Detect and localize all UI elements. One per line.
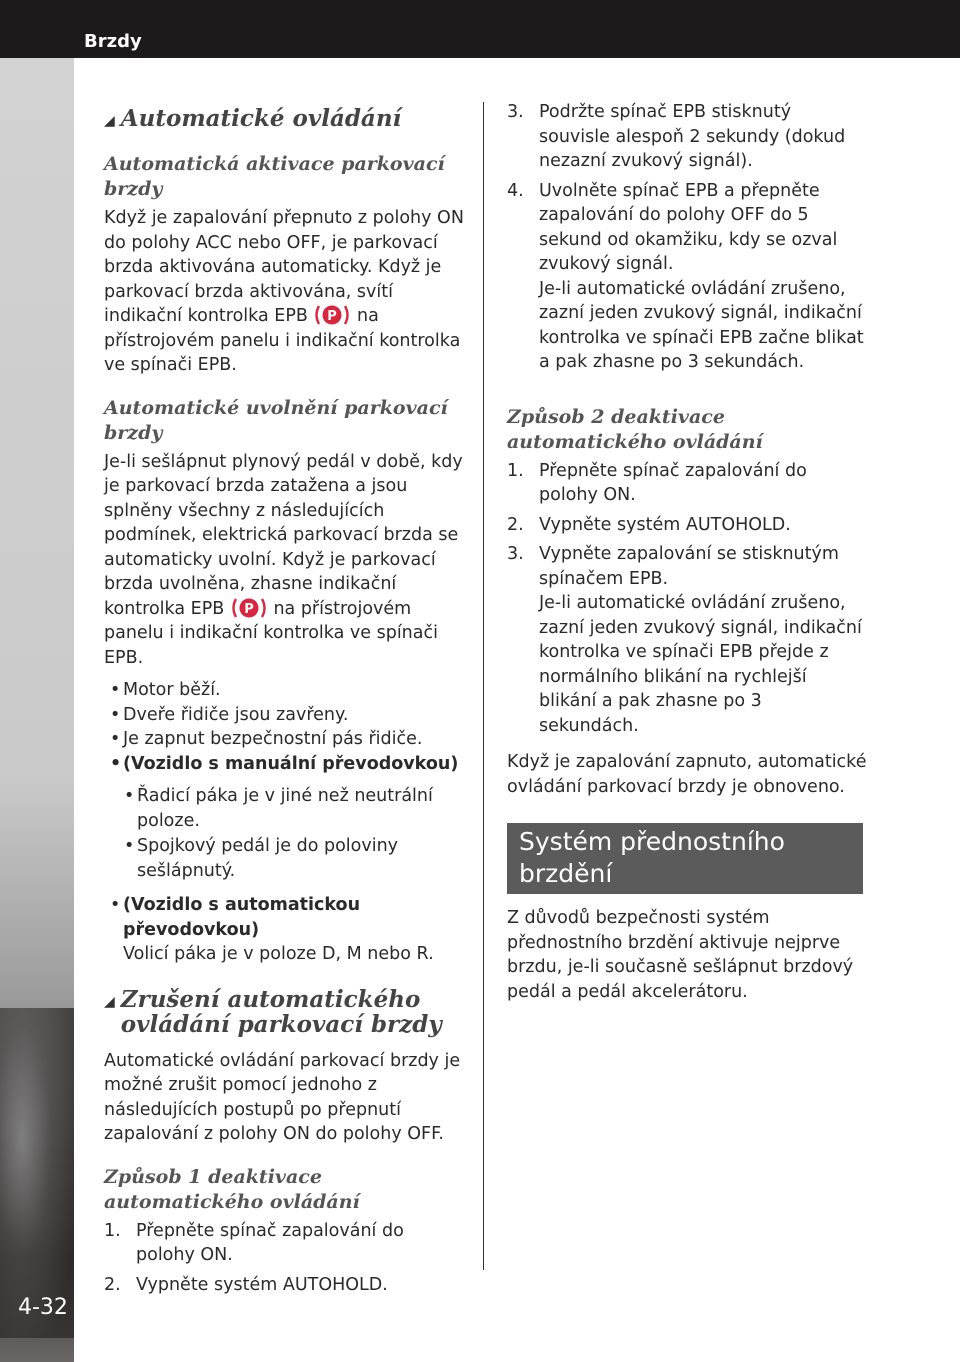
paragraph-auto-activation: Když je zapalování přepnuto z polohy ON do polohy ACC nebo OFF, je parkovací brzda aktivována automaticky. Když je parkovací brzda aktivována, svítí indikační kontrolka EPB P na přístrojovém panelu i indikační kontrolka ve spínači EPB. bbox=[104, 208, 464, 375]
section-title-brake-override: Systém přednostního brzdění bbox=[507, 823, 863, 894]
list-item: 1. Přepněte spínač zapalování do polohy ON. bbox=[104, 1220, 404, 1265]
epb-warning-icon bbox=[230, 597, 268, 619]
svg-text:P: P bbox=[244, 601, 254, 617]
sub-list-item: • Spojkový pedál je do poloviny sešlápnutý. bbox=[124, 836, 399, 881]
list-item: • Motor běží. bbox=[110, 680, 221, 700]
paragraph-auto-release: Je-li sešlápnut plynový pedál v době, kdy je parkovací brzda zatažena a jsou splněny všechny z následujících podmínek, elektrická parkovací brzda se automaticky uvolní. Když je parkovací brzda uvolněna, zhasne indikační kontrolka EPB P na přístrojovém panelu i indikační kontrolka ve spínači EPB. bbox=[104, 451, 463, 668]
heading-automatic-control: ◢ Automatické ovládání bbox=[104, 105, 402, 132]
page-number: 4-32 bbox=[18, 1295, 68, 1320]
method-1-steps bbox=[104, 1219, 466, 1298]
list-item: • Je zapnut bezpečnostní pás řidiče. bbox=[110, 729, 423, 749]
heading-auto-release: Automatické uvolnění parkovací brzdy bbox=[104, 396, 448, 444]
list-item: 2. Vypněte systém AUTOHOLD. bbox=[104, 1274, 388, 1295]
car-interior-image bbox=[0, 1008, 74, 1338]
side-strip bbox=[0, 58, 74, 1362]
list-item: 4. Uvolněte spínač EPB a přepněte zapalování do polohy OFF do 5 sekund od okamžiku, kdy se ozval zvukový signál. Je-li automatické ovládání zrušeno, zazní jeden zvukový signál, indikační kontrolka ve spínači EPB začne blikat a pak zhasne po 3 sekundách. bbox=[507, 180, 864, 372]
list-item: • Dveře řidiče jsou zavřeny. bbox=[110, 704, 349, 725]
method-2-steps bbox=[507, 459, 867, 739]
list-item: 1. Přepněte spínač zapalování do polohy ON. bbox=[507, 460, 807, 505]
heading-auto-activation: Automatická aktivace parkovací brzdy bbox=[104, 153, 445, 200]
sub-list-item: • Řadicí páka je v jiné než neutrální poloze. bbox=[124, 786, 433, 831]
list-item: 3. Vypněte zapalování se stisknutým spínačem EPB. Je-li automatické ovládání zrušeno, zazní jeden zvukový signál, indikační kontrolka ve spínači EPB přejde z normálního blikání na rychlejší blikání a pak zhasne po 3 sekundách. bbox=[507, 544, 862, 736]
paragraph-restored: Když je zapalování zapnuto, automatické ovládání parkovací brzdy je obnoveno. bbox=[507, 752, 867, 797]
list-item: • (Vozidlo s manuální převodovkou) bbox=[110, 753, 459, 774]
right-column bbox=[507, 100, 867, 1004]
list-item: • (Vozidlo s automatickou převodovkou) Volicí páka je v poloze D, M nebo R. bbox=[110, 895, 434, 964]
heading-method-1: Způsob 1 deaktivace automatického ovládání bbox=[104, 1165, 360, 1213]
section-marker-icon: ◢ bbox=[104, 113, 115, 129]
method-1-steps-continued bbox=[507, 100, 867, 375]
column-divider bbox=[483, 102, 484, 1270]
svg-text:P: P bbox=[327, 309, 338, 324]
left-column bbox=[104, 100, 466, 1302]
header-bar bbox=[0, 0, 960, 58]
paragraph-brake-override: Z důvodů bezpečnosti systém přednostního brzdění aktivuje nejprve brzdu, je-li současně sešlápnut brzdový pedál a pedál akcelerátoru. bbox=[507, 908, 854, 1002]
paragraph-cancel-auto: Automatické ovládání parkovací brzdy je možné zrušit pomocí jednoho z následujících postupů po přepnutí zapalování z polohy ON do polohy OFF. bbox=[104, 1050, 461, 1144]
list-item: 2. Vypněte systém AUTOHOLD. bbox=[507, 514, 791, 535]
epb-warning-icon bbox=[313, 304, 351, 326]
section-marker-icon: ◢ bbox=[104, 993, 115, 1010]
heading-cancel-auto: ◢ Zrušení automatického ovládání parkovací brzdy bbox=[104, 985, 442, 1038]
release-conditions-list bbox=[104, 678, 466, 967]
heading-method-2: Způsob 2 deaktivace automatického ovládání bbox=[507, 405, 763, 453]
chapter-title: Brzdy bbox=[84, 31, 142, 52]
list-item: 3. Podržte spínač EPB stisknutý souvisle alespoň 2 sekundy (dokud nezazní zvukový signál). bbox=[507, 102, 846, 171]
